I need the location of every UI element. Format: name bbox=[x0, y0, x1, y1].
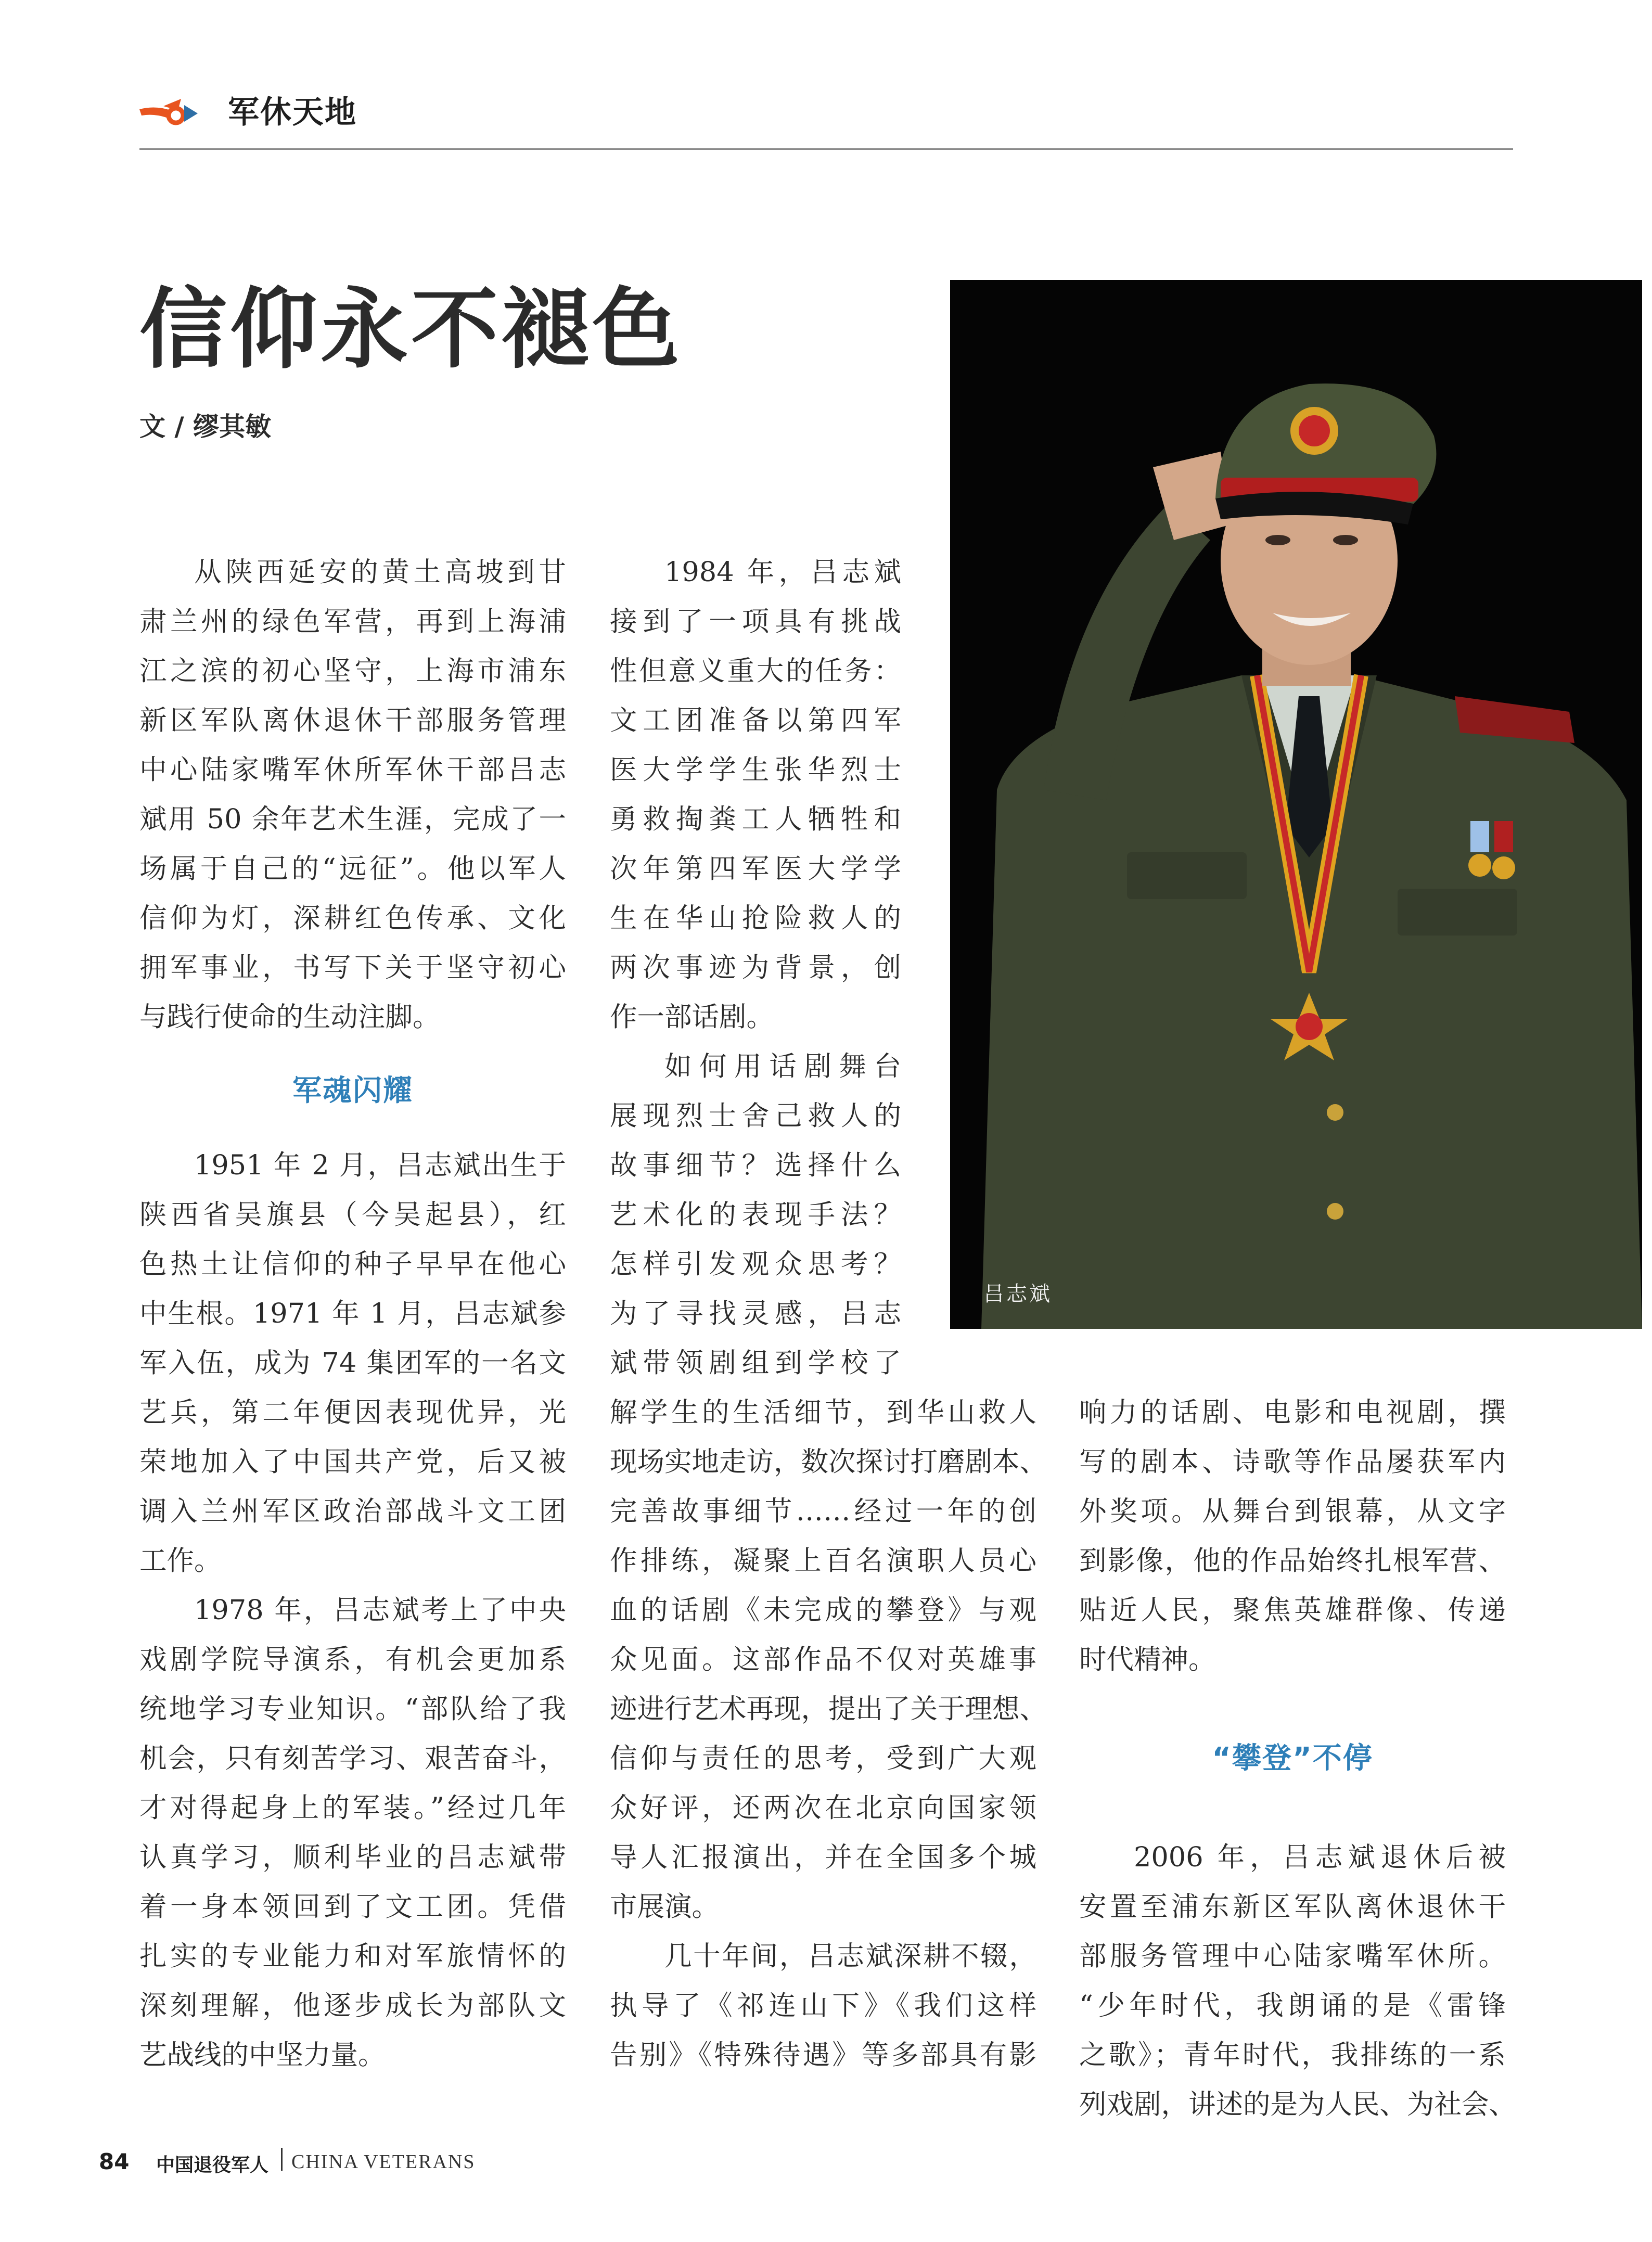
text-line: 之歌》；青年时代，我排练的一系 bbox=[1079, 2039, 1506, 2071]
text-line: 深刻理解，他逐步成长为部队文 bbox=[139, 1990, 566, 2021]
text-line: 性但意义重大的任务： bbox=[610, 655, 901, 687]
text-line: 拥军事业，书写下关于坚守初心 bbox=[139, 952, 566, 983]
text-line: 时代精神。 bbox=[1079, 1644, 1216, 1675]
photo-caption: 吕志斌 bbox=[983, 1282, 1052, 1306]
magazine-name-en: CHINA VETERANS bbox=[291, 2151, 476, 2173]
text-line: 2006 年，吕志斌退休后被 bbox=[1134, 1841, 1506, 1873]
text-line: 江之滨的初心坚守，上海市浦东 bbox=[139, 655, 566, 687]
text-line: 次年第四军医大学学 bbox=[610, 853, 901, 885]
text-line: 艺术化的表现手法？ bbox=[610, 1199, 901, 1231]
text-line: 导人汇报演出，并在全国多个城 bbox=[610, 1841, 1036, 1873]
text-line: 如何用话剧舞台 bbox=[664, 1050, 901, 1082]
text-line: 工作。 bbox=[139, 1545, 222, 1577]
text-line: 信仰与责任的思考，受到广大观 bbox=[610, 1743, 1036, 1774]
text-line: 生在华山抢险救人的 bbox=[610, 902, 901, 934]
text-line: 扎实的专业能力和对军旅情怀的 bbox=[139, 1940, 566, 1972]
section-name: 军休天地 bbox=[228, 94, 357, 131]
text-line: 机会，只有刻苦学习、艰苦奋斗， bbox=[139, 1743, 566, 1774]
text-line: 艺兵，第二年便因表现优异，光 bbox=[139, 1397, 566, 1428]
body-paragraph bbox=[139, 547, 566, 1042]
body-paragraph bbox=[1079, 1388, 1506, 1684]
text-line: 斌用 50 余年艺术生涯，完成了一 bbox=[139, 803, 566, 835]
text-line: 安置至浦东新区军队离休退休干 bbox=[1079, 1891, 1506, 1923]
article-byline: 文 / 缪其敏 bbox=[139, 412, 272, 442]
body-paragraph bbox=[1079, 1833, 1517, 2129]
text-column-2-top bbox=[610, 547, 901, 1388]
text-line: 色热土让信仰的种子早早在他心 bbox=[139, 1248, 566, 1280]
text-line: 才对得起身上的军装。”经过几年 bbox=[139, 1792, 566, 1824]
text-line: 故事细节？选择什么 bbox=[610, 1149, 901, 1181]
header-divider bbox=[139, 148, 1513, 150]
text-line: 戏剧学院导演系，有机会更加系 bbox=[139, 1644, 566, 1675]
text-line: 调入兰州军区政治部战斗文工团 bbox=[139, 1495, 566, 1527]
text-line: 接到了一项具有挑战 bbox=[610, 606, 901, 637]
text-line: 场属于自己的“远征”。他以军人 bbox=[139, 853, 566, 885]
text-line: 展现烈士舍己救人的 bbox=[610, 1100, 901, 1132]
text-line: 医大学学生张华烈士 bbox=[610, 754, 901, 786]
text-line: 艺战线的中坚力量。 bbox=[139, 2039, 386, 2071]
text-line: 两次事迹为背景，创 bbox=[610, 952, 901, 983]
body-paragraph bbox=[610, 1042, 901, 1388]
text-line: 怎样引发观众思考？ bbox=[610, 1248, 901, 1280]
body-paragraph bbox=[610, 547, 901, 1042]
text-line: 中心陆家嘴军休所军休干部吕志 bbox=[139, 754, 566, 786]
text-column-3 bbox=[1079, 1388, 1517, 2129]
text-line: 作排练，凝聚上百名演职人员心 bbox=[610, 1545, 1036, 1577]
section-subhead: “攀登”不停 bbox=[1212, 1741, 1373, 1775]
text-line: 作一部话剧。 bbox=[610, 1001, 774, 1033]
text-line: 响力的话剧、电影和电视剧，撰 bbox=[1079, 1397, 1506, 1428]
text-line: 中生根。1971 年 1 月，吕志斌参 bbox=[139, 1298, 566, 1329]
text-column-2-bottom bbox=[610, 1388, 1047, 2080]
text-line: 外奖项。从舞台到银幕，从文字 bbox=[1079, 1495, 1506, 1527]
magazine-name-cn: 中国退役军人 bbox=[156, 2155, 269, 2176]
text-line: 为了寻找灵感，吕志 bbox=[610, 1298, 901, 1329]
text-line: 与践行使命的生动注脚。 bbox=[139, 1001, 440, 1033]
text-line: 写的剧本、诗歌等作品屡获军内 bbox=[1079, 1446, 1506, 1478]
text-line: 市展演。 bbox=[610, 1891, 720, 1923]
text-line: 迹进行艺术再现，提出了关于理想、 bbox=[610, 1693, 1047, 1725]
text-line: 统地学习专业知识。“部队给了我 bbox=[139, 1693, 566, 1725]
text-line: 斌带领剧组到学校了 bbox=[610, 1347, 901, 1379]
text-line: 勇救掏粪工人牺牲和 bbox=[610, 803, 901, 835]
page-number: 84 bbox=[99, 2149, 130, 2174]
text-line: 1984 年，吕志斌 bbox=[664, 556, 901, 588]
section-subhead: 军魂闪耀 bbox=[292, 1074, 413, 1108]
text-line: 认真学习，顺利毕业的吕志斌带 bbox=[139, 1841, 566, 1873]
text-line: 执导了《祁连山下》《我们这样 bbox=[610, 1990, 1036, 2021]
magazine-logo-icon bbox=[139, 95, 202, 131]
text-line: 众好评，还两次在北京向国家领 bbox=[610, 1792, 1036, 1824]
text-line: 文工团准备以第四军 bbox=[610, 704, 901, 736]
text-line: 新区军队离休退休干部服务管理 bbox=[139, 704, 566, 736]
text-line: 完善故事细节……经过一年的创 bbox=[610, 1495, 1036, 1527]
text-line: 军入伍，成为 74 集团军的一名文 bbox=[139, 1347, 566, 1379]
text-line: 血的话剧《未完成的攀登》与观 bbox=[610, 1594, 1036, 1626]
text-line: 列戏剧，讲述的是为人民、为社会、 bbox=[1079, 2089, 1517, 2120]
text-line: 到影像，他的作品始终扎根军营、 bbox=[1079, 1545, 1506, 1577]
text-line: “少年时代，我朗诵的是《雷锋 bbox=[1079, 1990, 1506, 2021]
body-paragraph bbox=[610, 1931, 1036, 2080]
text-line: 几十年间，吕志斌深耕不辍， bbox=[664, 1940, 1036, 1972]
footer-separator bbox=[281, 2148, 283, 2171]
text-line: 众见面。这部作品不仅对英雄事 bbox=[610, 1644, 1036, 1675]
text-column-1 bbox=[139, 547, 566, 2080]
text-line: 解学生的生活细节，到华山救人 bbox=[610, 1397, 1036, 1428]
text-line: 从陕西延安的黄土高坡到甘 bbox=[194, 556, 566, 588]
text-line: 荣地加入了中国共产党，后又被 bbox=[139, 1446, 566, 1478]
text-line: 信仰为灯，深耕红色传承、文化 bbox=[139, 902, 566, 934]
body-paragraph bbox=[139, 1141, 566, 1585]
text-line: 1951 年 2 月，吕志斌出生于 bbox=[194, 1149, 566, 1181]
body-paragraph bbox=[139, 1585, 566, 2080]
text-line: 着一身本领回到了文工团。凭借 bbox=[139, 1891, 566, 1923]
text-line: 1978 年，吕志斌考上了中央 bbox=[194, 1594, 566, 1626]
article-title: 信仰永不褪色 bbox=[139, 277, 683, 380]
text-line: 贴近人民，聚焦英雄群像、传递 bbox=[1079, 1594, 1506, 1626]
text-line: 部服务管理中心陆家嘴军休所。 bbox=[1079, 1940, 1506, 1972]
text-line: 陕西省吴旗县（今吴起县），红 bbox=[139, 1199, 566, 1231]
text-line: 肃兰州的绿色军营，再到上海浦 bbox=[139, 606, 566, 637]
text-line: 告别》《特殊待遇》等多部具有影 bbox=[610, 2039, 1036, 2071]
text-line: 现场实地走访，数次探讨打磨剧本、 bbox=[610, 1446, 1047, 1478]
body-paragraph bbox=[610, 1388, 1047, 1931]
portrait-photo bbox=[950, 280, 1642, 1329]
